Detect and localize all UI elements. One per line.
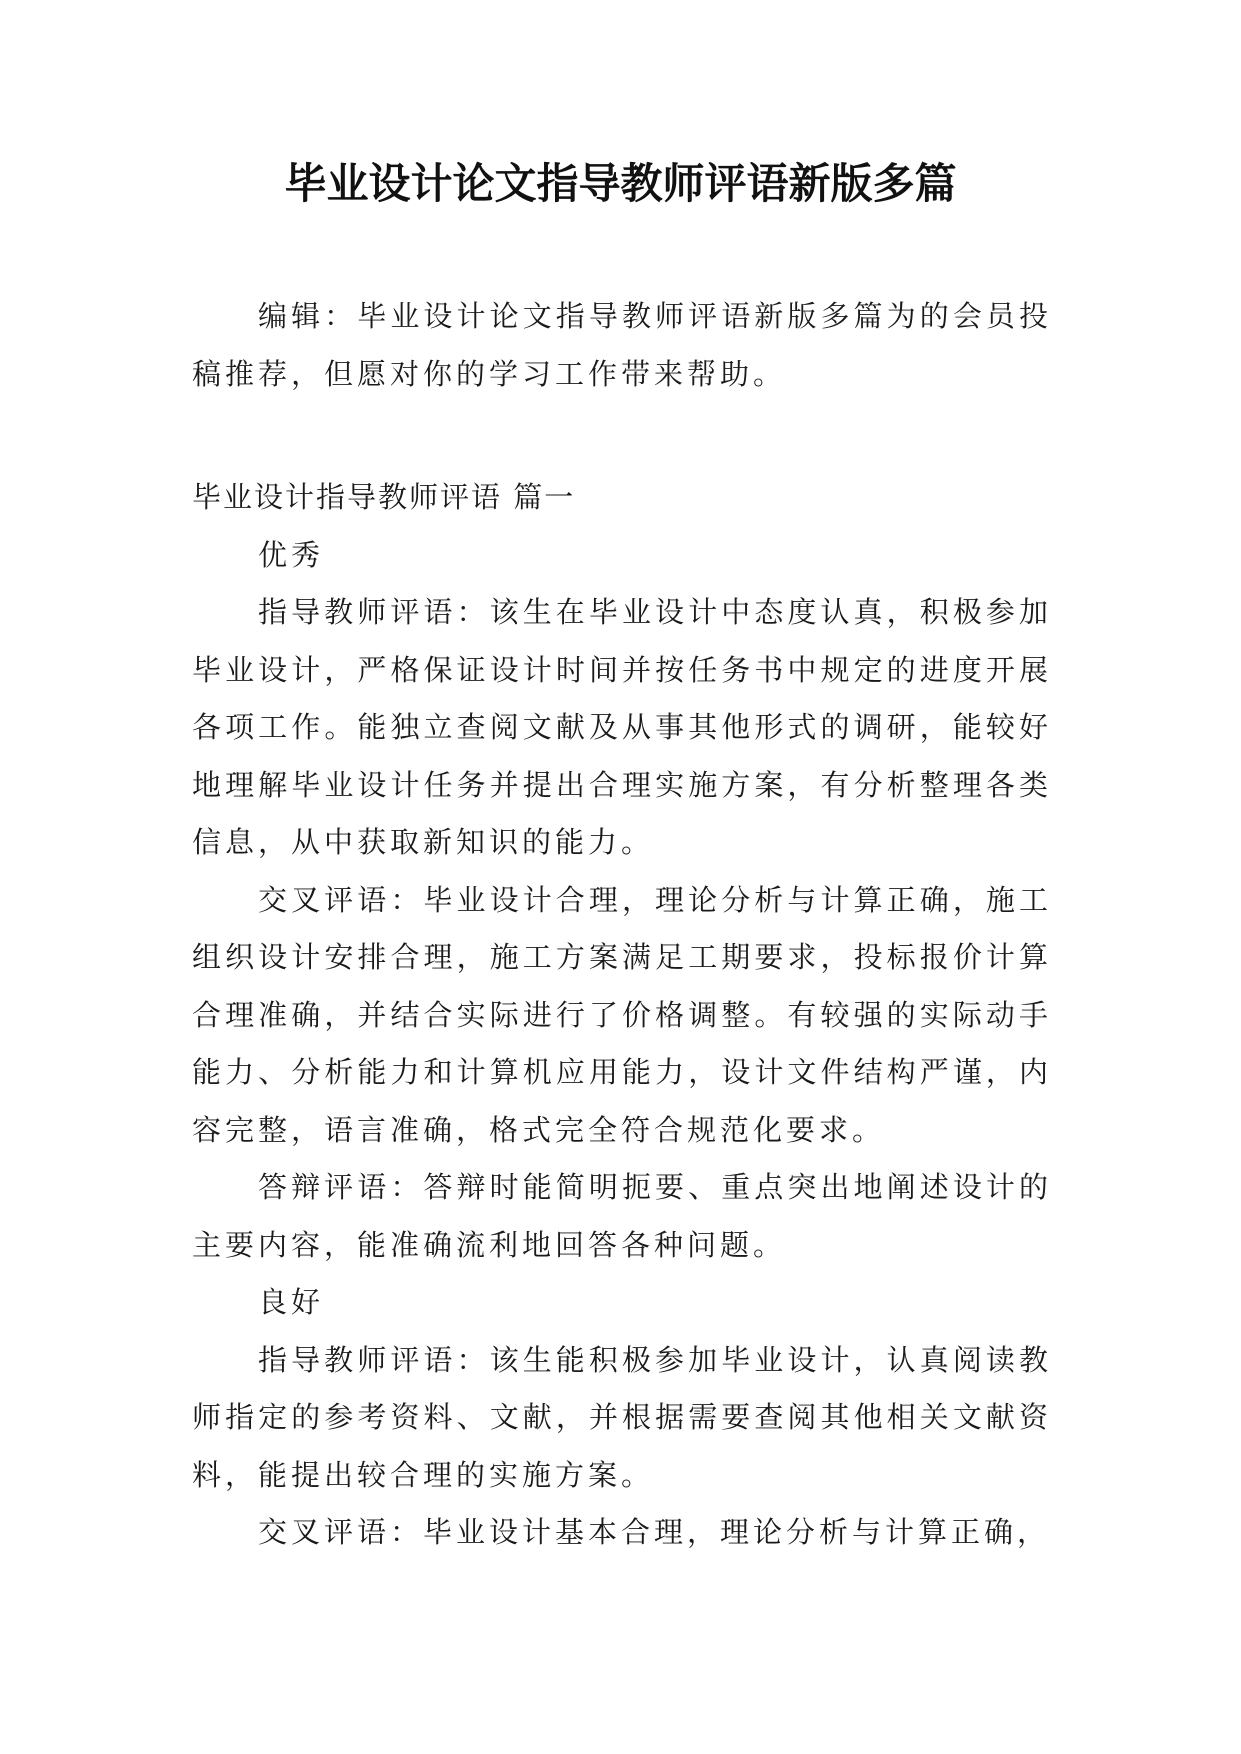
document-body	[192, 288, 1052, 1562]
intro-paragraph: 编辑：毕业设计论文指导教师评语新版多篇为的会员投稿推荐，但愿对你的学习工作带来帮助。	[192, 299, 1052, 391]
section-heading: 毕业设计指导教师评语 篇一	[192, 480, 576, 514]
grade-label-excellent: 优秀	[258, 537, 325, 572]
defense-comment-excellent: 答辩评语：答辩时能简明扼要、重点突出地阐述设计的主要内容，能准确流利地回答各种问题。	[192, 1170, 1052, 1262]
cross-review-good: 交叉评语：毕业设计基本合理，理论分析与计算正确，	[258, 1515, 1051, 1549]
advisor-comment-good: 指导教师评语：该生能积极参加毕业设计，认真阅读教师指定的参考资料、文献，并根据需要查阅其他相关文献资料，能提出较合理的实施方案。	[192, 1342, 1052, 1492]
cross-review-excellent: 交叉评语：毕业设计合理，理论分析与计算正确，施工组织设计安排合理，施工方案满足工期要求，投标报价计算合理准确，并结合实际进行了价格调整。有较强的实际动手能力、分析能力和计算机应用能力，设计文件结构严谨，内容完整，语言准确，格式完全符合规范化要求。	[192, 882, 1052, 1147]
advisor-comment-excellent: 指导教师评语：该生在毕业设计中态度认真，积极参加毕业设计，严格保证设计时间并按任务书中规定的进度开展各项工作。能独立查阅文献及从事其他形式的调研，能较好地理解毕业设计任务并提出合理实施方案，有分析整理各类信息，从中获取新知识的能力。	[192, 595, 1052, 859]
grade-label-good: 良好	[258, 1285, 325, 1319]
document-title: 毕业设计论文指导教师评语新版多篇	[284, 159, 957, 208]
